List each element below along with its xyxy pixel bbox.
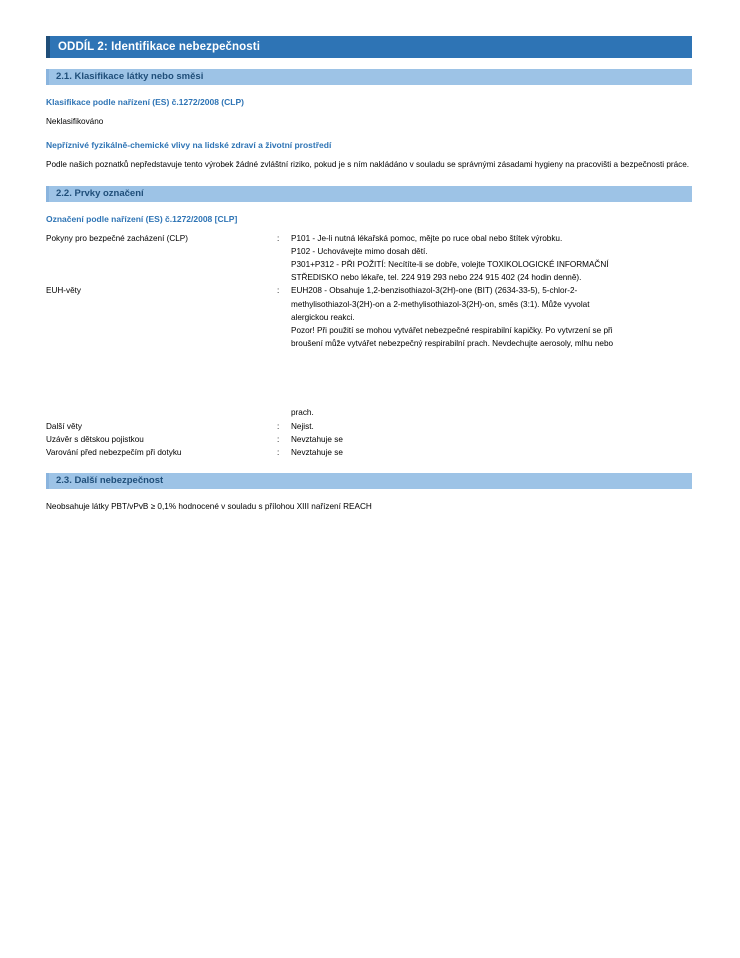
row-value-line: Nevztahuje se (291, 434, 343, 444)
value-neklasifikovano: Neklasifikováno (46, 117, 104, 126)
row-label: Varování před nebezpečím při dotyku (46, 447, 182, 457)
row-value-line: P102 - Uchovávejte mimo dosah dětí. (291, 246, 428, 256)
row-separator: : (277, 421, 280, 431)
row-value (291, 433, 692, 446)
subsection-2-2-body (46, 213, 692, 460)
labeling-rows-top (46, 232, 692, 460)
row-value-line: P301+P312 - PŘI POŽITÍ: Necítíte-li se dobře, volejte TOXIKOLOGICKÉ INFORMAČNÍ (291, 259, 609, 269)
subsection-header-2-2: 2.2. Prvky označení (46, 186, 692, 202)
heading-klasifikace-clp: Klasifikace podle nařízení (ES) č.1272/2008 (CLP) (46, 97, 244, 107)
row-value (291, 420, 692, 433)
subsection-2-1-body (46, 96, 692, 172)
row-separator: : (277, 447, 280, 457)
heading-oznaceni-clp: Označení podle nařízení (ES) č.1272/2008 [CLP] (46, 213, 238, 224)
table-row (46, 406, 692, 419)
row-value-line: prach. (291, 408, 314, 418)
row-separator: : (277, 233, 280, 243)
row-value-line: Nejist. (291, 421, 314, 431)
row-value (291, 284, 692, 350)
row-value-line: STŘEDISKO nebo lékaře, tel. 224 919 293 nebo 224 915 402 (24 hodin denně). (291, 273, 582, 283)
row-value (291, 406, 692, 419)
row-value-line: EUH208 - Obsahuje 1,2-benzisothiazol-3(2H)-one (BIT) (2634-33-5), 5-chlor-2- (291, 286, 578, 296)
subsection-header-2-1: 2.1. Klasifikace látky nebo směsi (46, 69, 692, 85)
row-value (291, 446, 692, 459)
row-value-line: alergickou reakci. (291, 312, 355, 322)
row-value-line: P101 - Je-li nutná lékařská pomoc, mějte po ruce obal nebo štítek výrobku. (291, 233, 563, 243)
table-row (46, 420, 692, 433)
table-row (46, 232, 692, 285)
section-header-oddil-2: ODDÍL 2: Identifikace nebezpečnosti (46, 36, 692, 58)
row-value-line: methylisothiazol-3(2H)-on a 2-methylisothiazol-3(2H)-on, směs (3:1). Může vyvolat (291, 299, 590, 309)
row-value-line: broušení může vytvářet nebezpečný respirabilní prach. Nevdechujte aerosoly, mlhu nebo (291, 339, 614, 349)
table-row (46, 446, 692, 459)
row-label: EUH-věty (46, 286, 82, 296)
row-separator: : (277, 286, 280, 296)
row-value-line: Nevztahuje se (291, 447, 343, 457)
subsection-header-2-3: 2.3. Další nebezpečnost (46, 473, 692, 489)
row-label: Další věty (46, 421, 82, 431)
row-label: Uzávěr s dětskou pojistkou (46, 434, 144, 444)
row-value (291, 232, 692, 285)
row-label: Pokyny pro bezpečné zacházení (CLP) (46, 233, 188, 243)
document-content (46, 36, 692, 514)
row-separator: : (277, 434, 280, 444)
table-row (46, 284, 692, 350)
layout-gap (46, 350, 692, 406)
subsection-2-3-body (46, 500, 692, 514)
heading-neprizniva-vlivy: Nepříznivé fyzikálně-chemické vlivy na lidské zdraví a životní prostředí (46, 140, 332, 150)
paragraph-zvlastni-riziko: Podle našich poznatků nepředstavuje tento výrobek žádné zvláštní riziko, pokud je s ním nakládáno v souladu se správnými zásadami hygieny na pracovišti a bezpečnosti práce. (46, 160, 690, 169)
paragraph-pbt-vpvb: Neobsahuje látky PBT/vPvB ≥ 0,1% hodnocené v souladu s přílohou XIII nařízení REACH (46, 502, 372, 512)
table-row (46, 433, 692, 446)
row-value-line: Pozor! Při použití se mohou vytvářet nebezpečné respirabilní kapičky. Po vytvrzení se při (291, 325, 613, 335)
